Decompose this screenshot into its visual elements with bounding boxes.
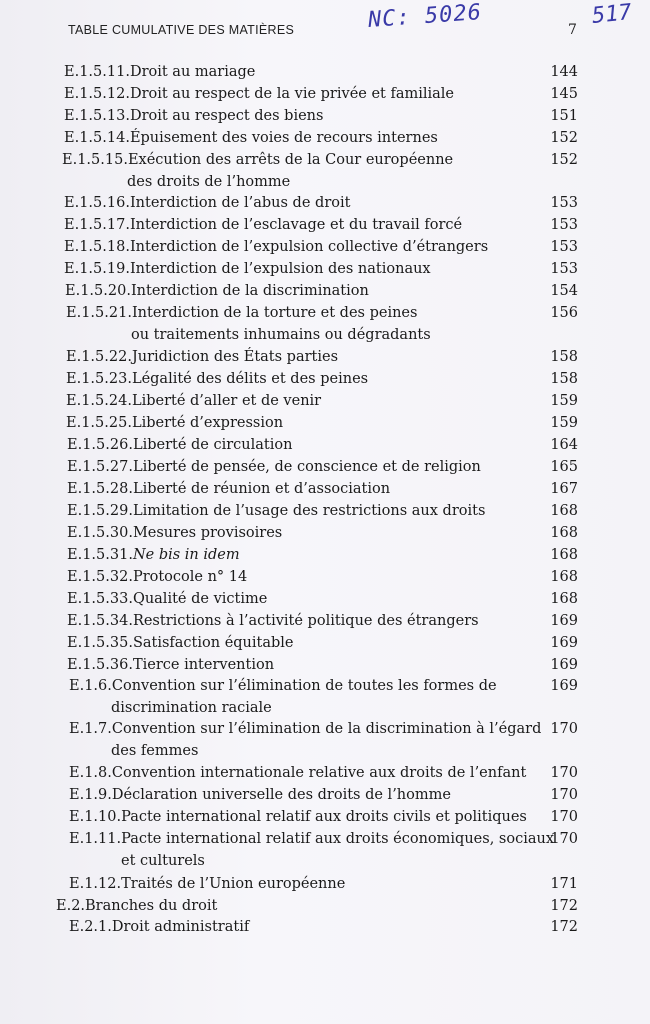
toc-entry-title-continuation: ou traitements inhumains ou dégradants	[131, 327, 431, 343]
toc-entry-page: 158	[550, 349, 578, 365]
toc-entry-page: 144	[550, 64, 578, 80]
toc-entry-title-continuation: des femmes	[111, 743, 199, 759]
toc-entry-title: Mesures provisoires	[132, 525, 283, 541]
toc-entry-number: E.2.1.	[69, 919, 112, 935]
toc-entry-title: Interdiction de l’abus de droit	[129, 195, 351, 211]
toc-entry	[67, 546, 240, 564]
toc-entry-page: 159	[550, 415, 578, 431]
toc-entry-number: E.2.	[56, 898, 86, 914]
toc-entry-title: Droit administratif	[111, 919, 250, 935]
toc-entry-page: 169	[550, 613, 578, 629]
toc-entry-number: E.1.5.14.	[64, 130, 130, 146]
toc-entry-title: Déclaration universelle des droits de l’homme	[111, 787, 451, 803]
toc-entry-number: E.1.5.17.	[64, 217, 130, 233]
toc-entry	[56, 897, 217, 915]
toc-entry	[67, 590, 267, 608]
toc-entry	[64, 194, 350, 212]
toc-entry-title: Convention internationale relative aux droits de l’enfant	[111, 765, 527, 781]
toc-entry	[69, 830, 554, 848]
toc-entry-title: Protocole n° 14	[132, 569, 248, 585]
toc-entry	[64, 85, 454, 103]
toc-entry	[64, 129, 438, 147]
toc-entry-number: E.1.10.	[69, 809, 122, 825]
toc-entry-title: Interdiction de la torture et des peines	[131, 305, 418, 321]
toc-entry-number: E.1.5.20.	[65, 283, 131, 299]
toc-entry-title: Liberté d’aller et de venir	[131, 393, 322, 409]
toc-entry-title: Limitation de l’usage des restrictions aux droits	[132, 503, 486, 519]
toc-entry-number: E.1.5.18.	[64, 239, 130, 255]
toc-entry-page: 169	[550, 657, 578, 673]
toc-entry-title: Tierce intervention	[132, 657, 275, 673]
toc-entry-title: Liberté d’expression	[131, 415, 284, 431]
toc-entry-title: Liberté de pensée, de conscience et de religion	[132, 459, 481, 475]
toc-entry-page: 172	[550, 898, 578, 914]
toc-entry-page: 168	[550, 503, 578, 519]
toc-entry-page: 152	[550, 130, 578, 146]
toc-entry	[64, 238, 488, 256]
toc-entry	[66, 304, 417, 322]
toc-entry	[69, 808, 527, 826]
toc-entry-number: E.1.5.11.	[64, 64, 130, 80]
toc-entry	[67, 568, 247, 586]
toc-entry-page: 159	[550, 393, 578, 409]
toc-entry-number: E.1.5.15.	[62, 152, 128, 168]
toc-entry	[67, 502, 485, 520]
toc-entry-title: Convention sur l’élimination de la discrimination à l’égard	[111, 721, 542, 737]
toc-entry	[67, 458, 481, 476]
toc-entry-page: 151	[550, 108, 578, 124]
toc-entry-page: 171	[550, 876, 578, 892]
toc-entry-number: E.1.5.25.	[66, 415, 132, 431]
toc-entry-number: E.1.5.32.	[67, 569, 133, 585]
toc-entry-number: E.1.5.24.	[66, 393, 132, 409]
toc-entry	[67, 612, 479, 630]
toc-entry-page: 168	[550, 569, 578, 585]
toc-entry-number: E.1.5.13.	[64, 108, 130, 124]
toc-entry	[67, 524, 282, 542]
toc-entry-page: 168	[550, 591, 578, 607]
toc-entry-number: E.1.5.34.	[67, 613, 133, 629]
toc-entry-number: E.1.5.12.	[64, 86, 130, 102]
toc-entry-title: Exécution des arrêts de la Cour européenne	[127, 152, 454, 168]
toc-entry-title-continuation: des droits de l’homme	[127, 174, 291, 190]
toc-entry-number: E.1.5.36.	[67, 657, 133, 673]
toc-entry-number: E.1.5.29.	[67, 503, 133, 519]
toc-entry-page: 156	[550, 305, 578, 321]
toc-entry-title: Restrictions à l’activité politique des étrangers	[132, 613, 479, 629]
toc-entry-number: E.1.7.	[69, 721, 112, 737]
toc-entry-page: 168	[550, 525, 578, 541]
toc-entry	[69, 677, 497, 695]
toc-entry	[64, 107, 323, 125]
toc-entry	[64, 260, 431, 278]
toc-entry-number: E.1.5.30.	[67, 525, 133, 541]
toc-entry-page: 170	[550, 765, 578, 781]
toc-entry	[69, 764, 526, 782]
toc-entry-page: 170	[550, 787, 578, 803]
toc-entry-page: 153	[550, 261, 578, 277]
toc-entry-title: Droit au respect des biens	[129, 108, 324, 124]
toc-entry-title: Légalité des délits et des peines	[131, 371, 369, 387]
toc-entry-number: E.1.5.33.	[67, 591, 133, 607]
toc-entry-page: 158	[550, 371, 578, 387]
toc-entry-number: E.1.5.31.	[67, 547, 133, 563]
toc-entry-page: 153	[550, 195, 578, 211]
toc-entry	[67, 436, 292, 454]
toc-entry-page: 153	[550, 217, 578, 233]
toc-entry-page: 164	[550, 437, 578, 453]
toc-entry-page: 170	[550, 831, 578, 847]
toc-entry-title: Pacte international relatif aux droits civils et politiques	[121, 809, 527, 825]
toc-entry-page: 172	[550, 919, 578, 935]
toc-entry-title: Traités de l’Union européenne	[121, 876, 346, 892]
toc-entry-title: Interdiction de l’expulsion des nationaux	[129, 261, 431, 277]
toc-entry	[69, 918, 249, 936]
toc-entry-number: E.1.5.35.	[67, 635, 133, 651]
toc-entry-title: Liberté de circulation	[132, 437, 293, 453]
toc-entry-number: E.1.11.	[69, 831, 122, 847]
toc-entry-page: 145	[550, 86, 578, 102]
toc-entry-title: Épuisement des voies de recours internes	[129, 130, 438, 146]
toc-entry	[65, 282, 369, 300]
toc-entry-number: E.1.12.	[69, 876, 122, 892]
toc-entry-title: Interdiction de l’expulsion collective d’étrangers	[129, 239, 489, 255]
toc-entry	[66, 370, 368, 388]
toc-entry-number: E.1.5.16.	[64, 195, 130, 211]
toc-entry	[67, 656, 274, 674]
toc-entry-number: E.1.5.26.	[67, 437, 133, 453]
toc-entry-page: 153	[550, 239, 578, 255]
toc-entry	[69, 720, 541, 738]
toc-entry-number: E.1.5.27.	[67, 459, 133, 475]
toc-entry	[67, 480, 390, 498]
toc-entry-page: 167	[550, 481, 578, 497]
toc-entry-number: E.1.9.	[69, 787, 112, 803]
toc-entry-title: Branches du droit	[85, 898, 218, 914]
handwritten-reference-code: NC: 5026	[367, 0, 483, 33]
toc-entry-title: Interdiction de l’esclavage et du travail forcé	[129, 217, 463, 233]
running-header-page-number: 7	[568, 22, 577, 38]
toc-entry	[62, 151, 453, 169]
toc-entry-title: Liberté de réunion et d’association	[132, 481, 391, 497]
toc-entry-number: E.1.5.22.	[66, 349, 132, 365]
toc-entry-title: Ne bis in idem	[132, 547, 240, 563]
running-header-title: TABLE CUMULATIVE DES MATIÈRES	[68, 23, 295, 37]
toc-entry	[67, 634, 294, 652]
toc-entry-page: 170	[550, 809, 578, 825]
toc-entry-page: 165	[550, 459, 578, 475]
toc-entry-title: Droit au mariage	[129, 64, 256, 80]
toc-entry-number: E.1.6.	[69, 678, 112, 694]
toc-entry	[66, 348, 338, 366]
toc-entry-title: Convention sur l’élimination de toutes les formes de	[111, 678, 497, 694]
toc-entry-title: Juridiction des États parties	[131, 349, 339, 365]
toc-entry	[64, 216, 462, 234]
toc-entry	[66, 392, 321, 410]
toc-entry	[64, 63, 255, 81]
toc-entry-number: E.1.5.21.	[66, 305, 132, 321]
toc-entry-page: 154	[550, 283, 578, 299]
toc-entry	[69, 786, 451, 804]
toc-entry-title-continuation: et culturels	[121, 853, 205, 869]
toc-entry	[66, 414, 283, 432]
toc-entry-title: Interdiction de la discrimination	[130, 283, 369, 299]
handwritten-number: 517	[590, 0, 633, 30]
toc-entry-page: 169	[550, 678, 578, 694]
toc-entry-page: 152	[550, 152, 578, 168]
toc-entry-page: 170	[550, 721, 578, 737]
toc-entry-number: E.1.8.	[69, 765, 112, 781]
toc-entry-title: Pacte international relatif aux droits économiques, sociaux	[121, 831, 555, 847]
toc-entry	[69, 875, 345, 893]
toc-entry-title: Droit au respect de la vie privée et familiale	[129, 86, 455, 102]
toc-entry-title-continuation: discrimination raciale	[111, 700, 272, 716]
toc-entry-number: E.1.5.19.	[64, 261, 130, 277]
toc-entry-page: 168	[550, 547, 578, 563]
toc-entry-number: E.1.5.23.	[66, 371, 132, 387]
toc-entry-title: Satisfaction équitable	[132, 635, 294, 651]
toc-entry-page: 169	[550, 635, 578, 651]
toc-entry-title: Qualité de victime	[132, 591, 268, 607]
toc-entry-number: E.1.5.28.	[67, 481, 133, 497]
